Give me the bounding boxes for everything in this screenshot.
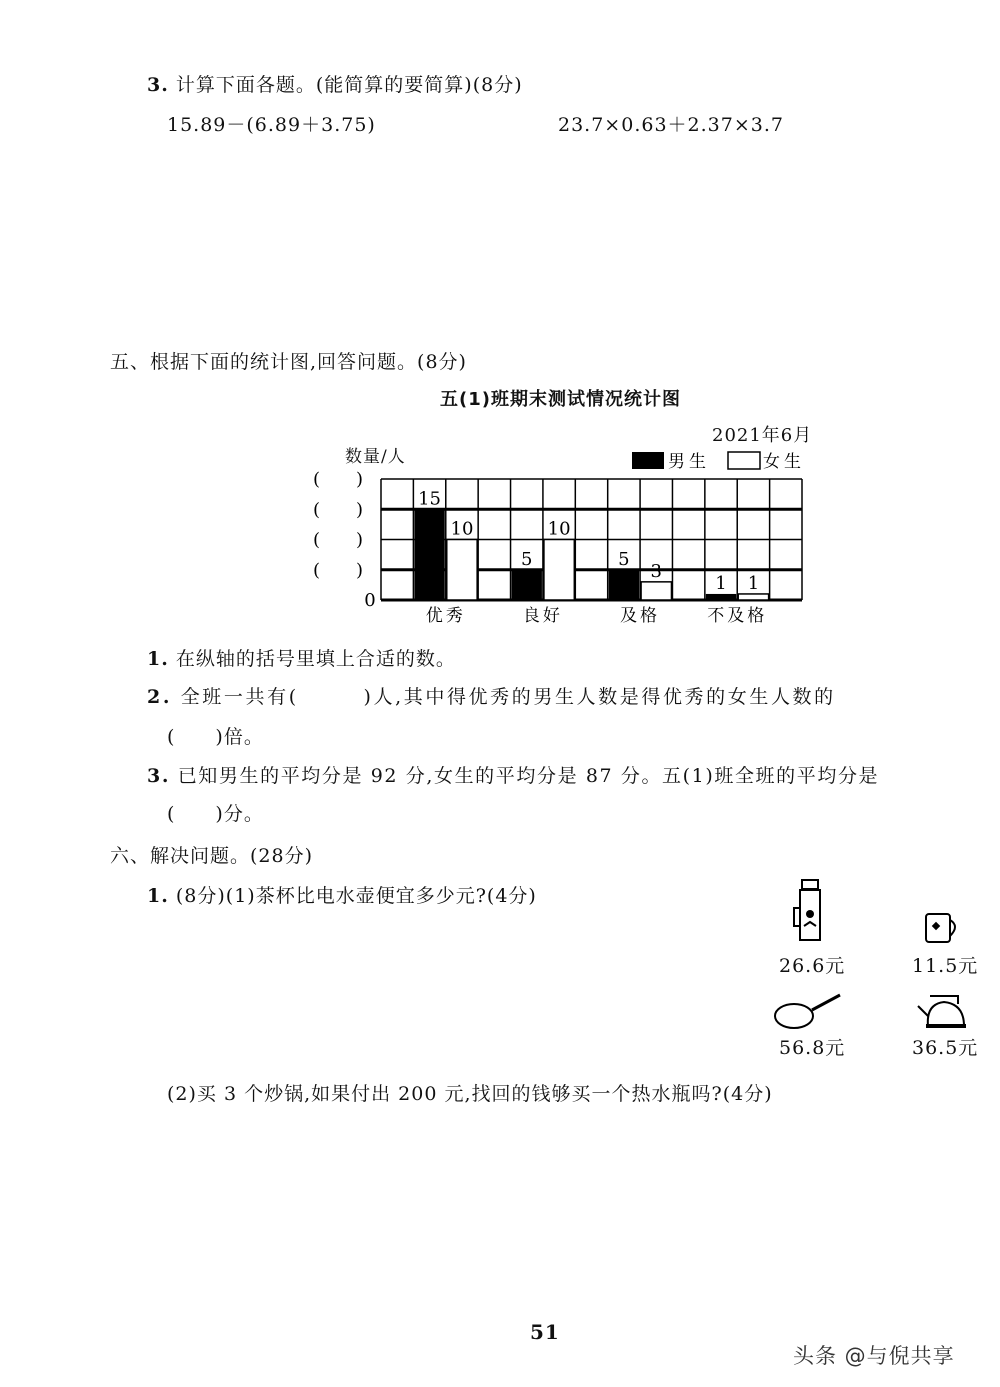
- category-label: 优秀: [425, 606, 466, 626]
- data-label: 5: [521, 548, 533, 570]
- q1: [147, 644, 456, 671]
- thermos-icon: [790, 878, 830, 946]
- data-label: 3: [650, 560, 662, 582]
- q2: [147, 682, 836, 709]
- data-label: 10: [547, 518, 571, 540]
- bar-girls: [738, 594, 768, 600]
- question-number: 1.: [147, 885, 169, 907]
- legend-label-girls: 女生: [763, 452, 805, 472]
- y-tick-label: ( ): [313, 559, 364, 581]
- y-tick-label: ( ): [313, 469, 364, 490]
- question-text: 在纵轴的括号里填上合适的数。: [175, 648, 456, 670]
- bar-boys: [512, 570, 542, 600]
- expression-2: 23.7×0.63＋2.37×3.7: [558, 114, 784, 136]
- price-thermos: 26.6元: [779, 955, 846, 977]
- mug-icon: [920, 910, 962, 946]
- legend-label-boys: 男生: [668, 452, 710, 472]
- legend-swatch-boys: [632, 452, 664, 469]
- question-number: 3.: [147, 765, 171, 787]
- kettle-icon: [914, 986, 970, 1032]
- y-tick-label: 0: [364, 590, 376, 611]
- category-label: 及格: [620, 606, 661, 626]
- question-text: 全班一共有( )人,其中得优秀的男生人数是得优秀的女生人数的: [180, 686, 836, 708]
- s6-q1: [147, 881, 537, 908]
- legend-swatch-girls: [728, 452, 760, 469]
- price-frying-pan: 56.8元: [779, 1037, 846, 1059]
- page-number: 51: [530, 1320, 560, 1344]
- watermark: 头条 @与倪共享: [793, 1344, 955, 1368]
- question-number: 3.: [147, 74, 169, 96]
- q2-blank: ( )倍。: [167, 726, 264, 748]
- q3: [147, 761, 879, 788]
- question-number: 2.: [147, 686, 173, 708]
- bar-boys: [706, 594, 736, 600]
- price-kettle: 36.5元: [912, 1037, 979, 1059]
- chart-date: 2021年6月: [712, 425, 813, 446]
- s6-q1-part2: (2)买 3 个炒锅,如果付出 200 元,找回的钱够买一个热水瓶吗?(4分): [167, 1083, 773, 1105]
- section5-heading: 五、根据下面的统计图,回答问题。(8分): [110, 351, 467, 373]
- data-label: 10: [450, 518, 474, 540]
- y-tick-label: ( ): [313, 499, 364, 521]
- question-text: (8分)(1)茶杯比电水壶便宜多少元?(4分): [175, 885, 537, 907]
- question-text: 已知男生的平均分是 92 分,女生的平均分是 87 分。五(1)班全班的平均分是: [177, 765, 880, 787]
- data-label: 5: [618, 548, 630, 570]
- category-label: 不及格: [707, 606, 768, 626]
- q3-blank: ( )分。: [167, 803, 264, 825]
- question-text: 计算下面各题。(能简算的要简算)(8分): [175, 74, 523, 96]
- bar-girls: [447, 540, 477, 601]
- bar-girls: [641, 582, 671, 600]
- price-mug: 11.5元: [912, 955, 979, 977]
- question-number: 1.: [147, 648, 169, 670]
- frying-pan-icon: [772, 990, 844, 1032]
- chart-title: 五(1)班期末测试情况统计图: [440, 389, 681, 410]
- category-label: 良好: [522, 606, 563, 626]
- expression-1: 15.89－(6.89＋3.75): [167, 114, 376, 136]
- data-label: 15: [418, 488, 442, 510]
- bar-boys: [414, 509, 444, 600]
- data-label: 1: [747, 572, 760, 594]
- bar-chart: [0, 0, 1000, 640]
- y-tick-label: ( ): [313, 529, 364, 551]
- data-label: 1: [715, 572, 727, 594]
- section6-heading: 六、解决问题。(28分): [110, 845, 314, 867]
- bar-boys: [609, 570, 639, 600]
- y-axis-label: 数量/人: [345, 447, 406, 467]
- bar-girls: [544, 540, 574, 601]
